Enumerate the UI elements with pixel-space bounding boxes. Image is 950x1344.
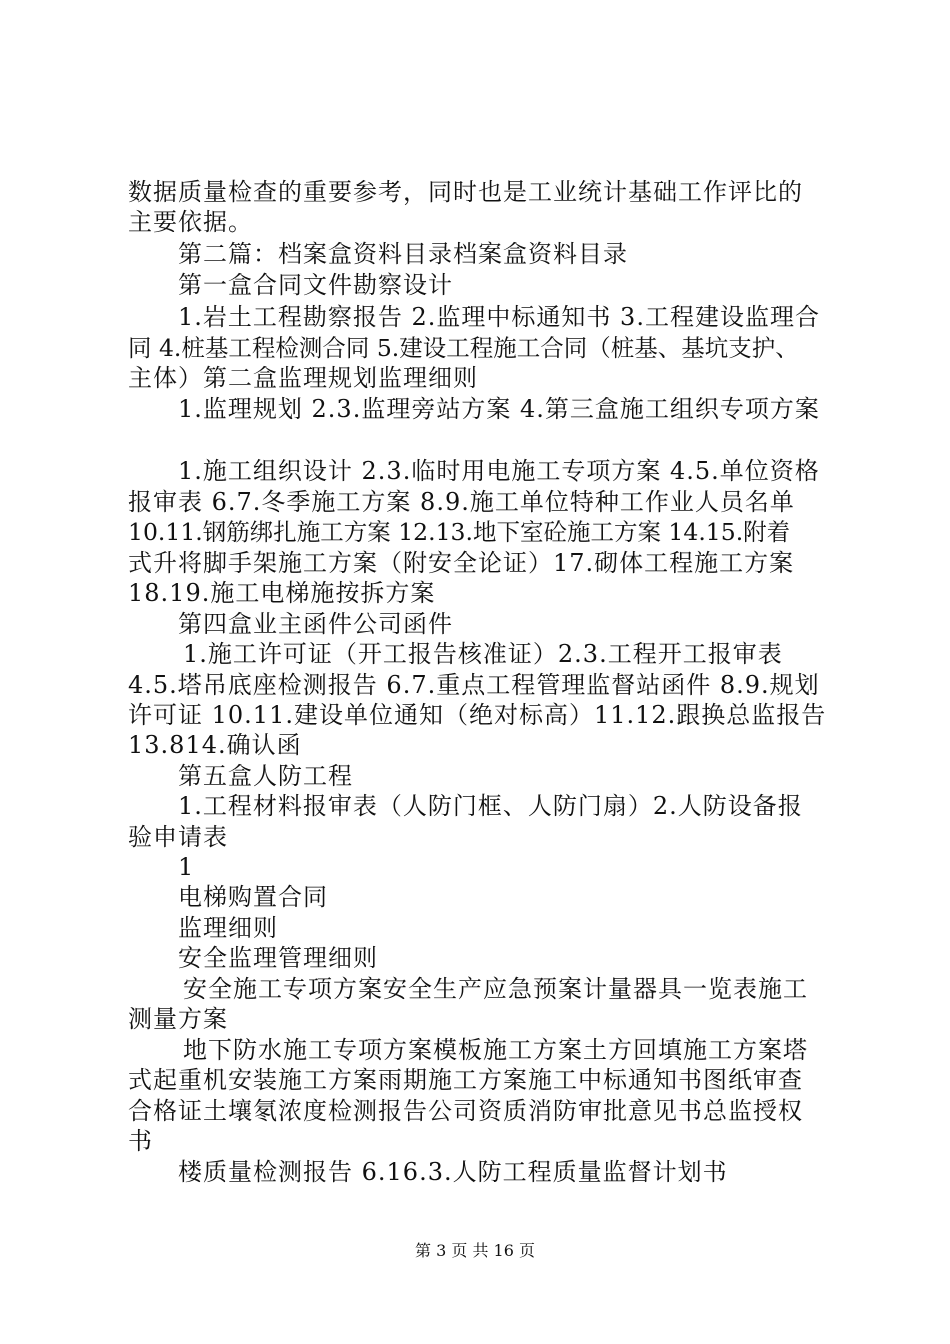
box-heading: 第一盒合同文件勘察设计 — [178, 271, 453, 299]
text-line: 18.19.施工电梯施按拆方案 — [128, 579, 436, 607]
section-heading: 第二篇：档案盒资料目录档案盒资料目录 — [178, 240, 628, 268]
text-line: 1.监理规划 2.3.监理旁站方案 4.第三盒施工组织专项方案 — [178, 395, 820, 423]
text-line: 合格证土壤氡浓度检测报告公司资质消防审批意见书总监授权 — [128, 1097, 803, 1125]
text-line: 电梯购置合同 — [178, 883, 328, 911]
text-line: 1.施工组织设计 2.3.临时用电施工专项方案 4.5.单位资格 — [178, 457, 820, 485]
text-line: 1.岩土工程勘察报告 2.监理中标通知书 3.工程建设监理合 — [178, 303, 820, 331]
text-line: 1.施工许可证（开工报告核准证）2.3.工程开工报审表 — [183, 640, 783, 668]
text-line: 测量方案 — [128, 1005, 228, 1033]
page-footer: 第 3 页 共 16 页 — [415, 1241, 535, 1260]
text-line: 监理细则 — [178, 914, 278, 942]
text-line: 13.814.确认函 — [128, 731, 302, 759]
text-line: 1 — [178, 853, 195, 881]
text-line: 1.工程材料报审表（人防门框、人防门扇）2.人防设备报 — [178, 792, 803, 820]
text-line: 主要依据。 — [128, 208, 253, 236]
text-line: 主体）第二盒监理规划监理细则 — [128, 364, 478, 392]
box-heading: 第五盒人防工程 — [178, 762, 353, 790]
text-line: 书 — [128, 1127, 153, 1155]
text-line: 式起重机安装施工方案雨期施工方案施工中标通知书图纸审查 — [128, 1066, 803, 1094]
text-line: 地下防水施工专项方案模板施工方案土方回填施工方案塔 — [183, 1036, 808, 1064]
text-line: 同 4.桩基工程检测合同 5.建设工程施工合同（桩基、基坑支护、 — [128, 334, 799, 362]
box-heading: 第四盒业主函件公司函件 — [178, 610, 453, 638]
text-line: 验申请表 — [128, 823, 228, 851]
text-line: 报审表 6.7.冬季施工方案 8.9.施工单位特种工作业人员名单 — [128, 488, 795, 516]
text-line: 楼质量检测报告 6.16.3.人防工程质量监督计划书 — [178, 1158, 728, 1186]
text-line: 许可证 10.11.建设单位通知（绝对标高）11.12.跟换总监报告 — [128, 701, 827, 729]
text-line: 数据质量检查的重要参考，同时也是工业统计基础工作评比的 — [128, 178, 803, 206]
text-line: 安全施工专项方案安全生产应急预案计量器具一览表施工 — [183, 975, 808, 1003]
text-line: 10.11.钢筋绑扎施工方案 12.13.地下室砼施工方案 14.15.附着 — [128, 518, 791, 546]
text-line: 安全监理管理细则 — [178, 944, 378, 972]
text-line: 4.5.塔吊底座检测报告 6.7.重点工程管理监督站函件 8.9.规划 — [128, 671, 820, 699]
text-line: 式升将脚手架施工方案（附安全论证）17.砌体工程施工方案 — [128, 549, 795, 577]
